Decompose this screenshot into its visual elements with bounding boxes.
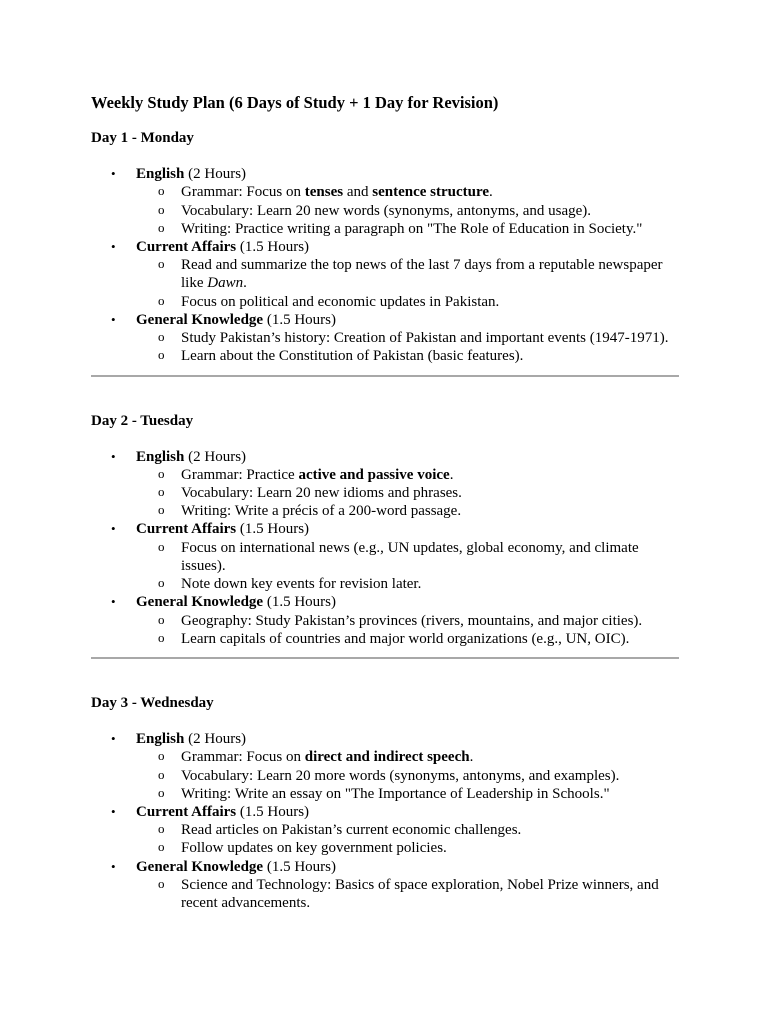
bullet-icon: • xyxy=(111,311,116,327)
subject-item xyxy=(91,448,679,521)
task-text: . xyxy=(489,184,493,201)
task-item xyxy=(136,612,679,630)
subject-name: General Knowledge xyxy=(136,311,264,328)
task-item xyxy=(136,502,679,520)
task-text: Note down key events for revision later. xyxy=(181,576,422,593)
bullet-icon: • xyxy=(111,448,116,464)
circle-bullet-icon: o xyxy=(158,629,165,645)
section-divider xyxy=(91,375,679,377)
task-item xyxy=(136,329,679,347)
task-text: Vocabulary: Learn 20 new idioms and phrases. xyxy=(181,485,462,502)
bullet-icon: • xyxy=(111,731,116,747)
section-divider xyxy=(91,657,679,659)
emphasis-text: tenses xyxy=(304,184,344,201)
task-text: Study Pakistan’s history: Creation of Pakistan and important events (1947-1971). xyxy=(181,330,669,347)
circle-bullet-icon: o xyxy=(158,465,165,481)
task-item xyxy=(136,748,679,766)
circle-bullet-icon: o xyxy=(158,821,165,837)
task-item xyxy=(136,785,679,803)
circle-bullet-icon: o xyxy=(158,784,165,800)
task-item xyxy=(136,821,679,839)
task-list xyxy=(136,748,679,803)
day-list xyxy=(91,129,679,912)
subject-list xyxy=(91,730,679,912)
circle-bullet-icon: o xyxy=(158,839,165,855)
task-item xyxy=(136,575,679,593)
task-item xyxy=(136,293,679,311)
task-item xyxy=(136,466,679,484)
subject-item xyxy=(91,311,679,366)
subject-item xyxy=(91,593,679,648)
day-heading: Day 2 - Tuesday xyxy=(91,412,194,429)
day-section xyxy=(91,129,679,366)
circle-bullet-icon: o xyxy=(158,183,165,199)
circle-bullet-icon: o xyxy=(158,575,165,591)
task-text: Learn capitals of countries and major world organizations (e.g., UN, OIC). xyxy=(181,630,630,647)
task-item xyxy=(136,484,679,502)
subject-item xyxy=(91,803,679,858)
emphasis-text: sentence structure xyxy=(372,184,490,201)
task-text: Geography: Study Pakistan’s provinces (rivers, mountains, and major cities). xyxy=(181,612,643,629)
task-text: Grammar: Focus on xyxy=(181,184,305,201)
subject-hours: (1.5 Hours) xyxy=(236,521,310,538)
task-text: Writing: Practice writing a paragraph on "The Role of Education in Society." xyxy=(181,220,643,237)
bullet-icon: • xyxy=(111,166,116,181)
circle-bullet-icon: o xyxy=(158,201,165,217)
task-item xyxy=(136,256,679,292)
task-list xyxy=(136,466,679,521)
task-text: Science and Technology: Basics of space exploration, Nobel Prize winners, and recent advancements. xyxy=(181,876,659,912)
bullet-icon: • xyxy=(111,594,116,610)
task-text: Focus on international news (e.g., UN updates, global economy, and climate issues). xyxy=(181,539,639,574)
task-text: Grammar: Focus on xyxy=(181,749,305,766)
task-item xyxy=(136,767,679,785)
subject-list xyxy=(91,165,679,366)
task-item xyxy=(136,183,679,201)
subject-name: English xyxy=(136,448,185,465)
subject-item xyxy=(91,520,679,593)
italic-text: Dawn xyxy=(207,275,244,292)
task-text: Writing: Write an essay on "The Importance of Leadership in Schools." xyxy=(181,785,610,802)
task-list xyxy=(136,876,679,912)
document-page xyxy=(91,92,679,912)
circle-bullet-icon: o xyxy=(158,484,165,500)
task-list xyxy=(136,821,679,857)
task-item xyxy=(136,539,679,575)
subject-hours: (1.5 Hours) xyxy=(263,311,336,328)
task-list xyxy=(136,539,679,594)
subject-hours: (2 Hours) xyxy=(184,731,247,748)
task-text: Read and summarize the top news of the last 7 days from a reputable newspaper like xyxy=(181,257,663,292)
subject-name: General Knowledge xyxy=(136,594,264,611)
task-list xyxy=(136,612,679,648)
circle-bullet-icon: o xyxy=(158,292,165,308)
circle-bullet-icon: o xyxy=(158,766,165,782)
circle-bullet-icon: o xyxy=(158,611,165,627)
task-text: Vocabulary: Learn 20 new words (synonyms, antonyms, and usage). xyxy=(181,202,592,219)
day-section xyxy=(91,412,679,649)
task-text: Follow updates on key government policies. xyxy=(181,840,447,857)
task-text: Grammar: Practice xyxy=(181,466,299,483)
subject-hours: (1.5 Hours) xyxy=(263,858,336,875)
task-item xyxy=(136,220,679,238)
task-item xyxy=(136,347,679,365)
day-heading: Day 3 - Wednesday xyxy=(91,695,214,712)
emphasis-text: direct and indirect speech xyxy=(304,749,470,766)
subject-hours: (2 Hours) xyxy=(184,448,247,465)
circle-bullet-icon: o xyxy=(158,875,165,891)
task-list xyxy=(136,329,679,365)
subject-name: Current Affairs xyxy=(136,238,237,255)
bullet-icon: • xyxy=(111,858,116,874)
subject-hours: (1.5 Hours) xyxy=(263,594,336,611)
subject-hours: (1.5 Hours) xyxy=(236,238,310,255)
circle-bullet-icon: o xyxy=(158,219,165,235)
task-text: Writing: Write a précis of a 200-word passage. xyxy=(181,503,462,520)
subject-item xyxy=(91,858,679,913)
day-heading: Day 1 - Monday xyxy=(91,130,194,146)
task-text: Focus on political and economic updates in Pakistan. xyxy=(181,293,500,310)
task-text: Read articles on Pakistan’s current economic challenges. xyxy=(181,822,522,839)
circle-bullet-icon: o xyxy=(158,748,165,764)
document-title: Weekly Study Plan (6 Days of Study + 1 Day for Revision) xyxy=(91,93,499,112)
subject-hours: (2 Hours) xyxy=(184,166,247,182)
emphasis-text: active and passive voice xyxy=(298,466,450,483)
task-item xyxy=(136,876,679,912)
task-text: . xyxy=(449,466,454,483)
task-list xyxy=(136,256,679,311)
circle-bullet-icon: o xyxy=(158,538,165,554)
bullet-icon: • xyxy=(111,238,116,254)
bullet-icon: • xyxy=(111,521,116,537)
circle-bullet-icon: o xyxy=(158,256,165,272)
circle-bullet-icon: o xyxy=(158,329,165,345)
task-text: . xyxy=(243,275,247,292)
task-text: Learn about the Constitution of Pakistan (basic features). xyxy=(181,348,524,365)
task-text: . xyxy=(469,749,474,766)
subject-name: Current Affairs xyxy=(136,521,237,538)
subject-item xyxy=(91,730,679,803)
circle-bullet-icon: o xyxy=(158,502,165,518)
circle-bullet-icon: o xyxy=(158,347,165,363)
task-item xyxy=(136,839,679,857)
task-text: Vocabulary: Learn 20 more words (synonyms, antonyms, and examples). xyxy=(181,767,620,784)
subject-item xyxy=(91,238,679,311)
task-text: and xyxy=(343,184,373,201)
bullet-icon: • xyxy=(111,803,116,819)
subject-hours: (1.5 Hours) xyxy=(236,803,310,820)
subject-item xyxy=(91,165,679,238)
day-section xyxy=(91,694,679,912)
task-item xyxy=(136,202,679,220)
task-item xyxy=(136,630,679,648)
subject-list xyxy=(91,448,679,649)
subject-name: English xyxy=(136,731,185,748)
subject-name: Current Affairs xyxy=(136,803,237,820)
task-list xyxy=(136,183,679,238)
subject-name: General Knowledge xyxy=(136,858,264,875)
subject-name: English xyxy=(136,166,185,182)
